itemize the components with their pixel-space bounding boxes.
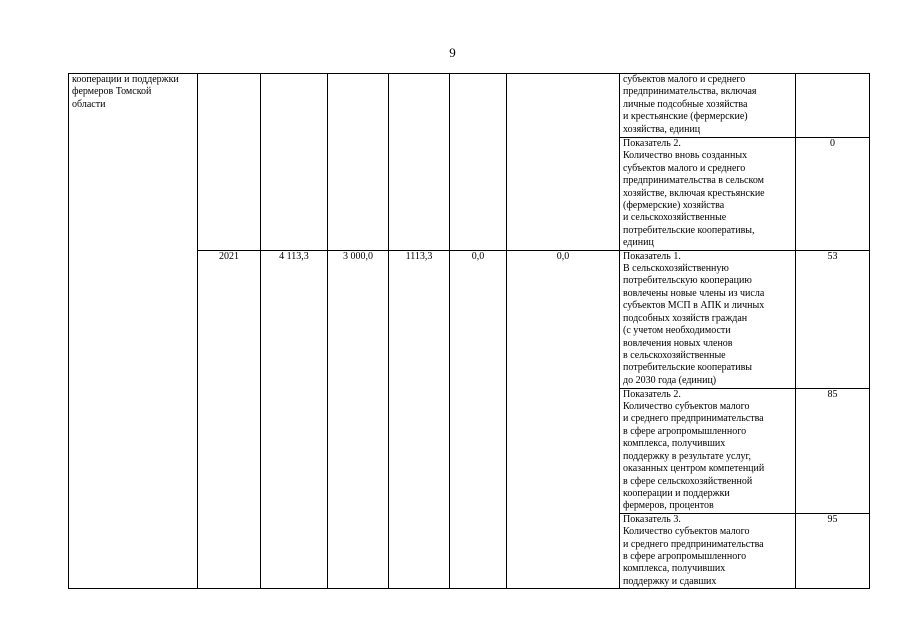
other-sources-cell: 0,0 [507, 250, 620, 589]
indicator-line: поддержку в результате услуг, [623, 450, 751, 462]
indicator-line: субъектов МСП в АПК и личных [623, 300, 765, 312]
indicator-line: вовлечены новые члены из числа [623, 287, 765, 299]
local-budget-cell: 0,0 [450, 250, 507, 589]
indicator-line: оказанных центром компетенций [623, 463, 765, 475]
indicator-line: и сельскохозяйственные [623, 212, 727, 224]
indicator-line: личные подсобные хозяйства [623, 98, 748, 110]
federal-budget-cell: 3 000,0 [328, 250, 389, 589]
empty-cell [507, 74, 620, 251]
program-table [68, 73, 870, 589]
indicator-line: предпринимательства, включая [623, 86, 757, 98]
indicator-line: хозяйства, единиц [623, 123, 701, 135]
empty-cell [261, 74, 328, 251]
page-number: 9 [449, 45, 456, 60]
indicator-line: Количество субъектов малого [623, 401, 750, 413]
empty-cell [389, 74, 450, 251]
indicator-line: В сельскохозяйственную [623, 263, 729, 275]
indicator-line: кооперации и поддержки [623, 487, 730, 499]
indicator-line: потребительскую кооперацию [623, 275, 752, 287]
total-cell: 4 113,3 [261, 250, 328, 589]
indicator-line: и среднего предпринимательства [623, 538, 764, 550]
program-name-line: кооперации и поддержки [72, 74, 179, 85]
indicator-line: и среднего предпринимательства [623, 413, 764, 425]
indicator-value [796, 74, 870, 138]
indicator-line: Показатель 3. [623, 513, 681, 525]
indicator-line: в сфере агропромышленного [623, 550, 747, 562]
indicator-line: предпринимательства в сельском [623, 175, 764, 187]
indicator-line: комплекса, получивших [623, 438, 726, 450]
program-name-cell [69, 74, 198, 589]
indicator-line: в сфере сельскохозяйственной [623, 475, 753, 487]
indicator-line: Количество вновь созданных [623, 150, 748, 162]
indicator-line: подсобных хозяйств граждан [623, 312, 748, 324]
indicator-line: и крестьянские (фермерские) [623, 111, 748, 123]
empty-cell [328, 74, 389, 251]
indicator-cell [620, 250, 796, 388]
empty-cell [198, 74, 261, 251]
indicator-line: до 2030 года (единиц) [623, 374, 717, 386]
indicator-line: хозяйстве, включая крестьянские [623, 187, 765, 199]
indicator-line: поддержку и сдавших [623, 575, 717, 587]
indicator-value: 0 [796, 138, 870, 251]
indicator-line: единиц [623, 237, 654, 249]
indicator-line: потребительские кооперативы [623, 362, 753, 374]
indicator-value: 95 [796, 513, 870, 588]
indicator-line: Количество субъектов малого [623, 526, 750, 538]
indicator-line: фермеров, процентов [623, 500, 714, 512]
table-row [69, 74, 870, 138]
program-name-line: области [72, 98, 106, 110]
indicator-line: вовлечения новых членов [623, 337, 733, 349]
indicator-line: субъектов малого и среднего [623, 162, 746, 174]
indicator-line: Показатель 2. [623, 388, 681, 400]
indicator-cell [620, 138, 796, 251]
empty-cell [450, 74, 507, 251]
indicator-cell [620, 513, 796, 588]
regional-budget-cell: 1113,3 [389, 250, 450, 589]
indicator-line: (с учетом необходимости [623, 325, 731, 337]
year-cell: 2021 [198, 250, 261, 589]
indicator-line: (фермерские) хозяйства [623, 200, 725, 212]
program-name-line: фермеров Томской [72, 86, 152, 98]
indicator-cell [620, 74, 796, 138]
indicator-line: Показатель 2. [623, 138, 681, 149]
indicator-line: потребительские кооперативы, [623, 224, 755, 236]
indicator-line: в сфере агропромышленного [623, 425, 747, 437]
indicator-line: субъектов малого и среднего [623, 74, 746, 85]
indicator-cell [620, 388, 796, 513]
indicator-value: 53 [796, 250, 870, 388]
indicator-line: Показатель 1. [623, 250, 681, 262]
indicator-value: 85 [796, 388, 870, 513]
indicator-line: комплекса, получивших [623, 563, 726, 575]
indicator-line: в сельскохозяйственные [623, 349, 726, 361]
